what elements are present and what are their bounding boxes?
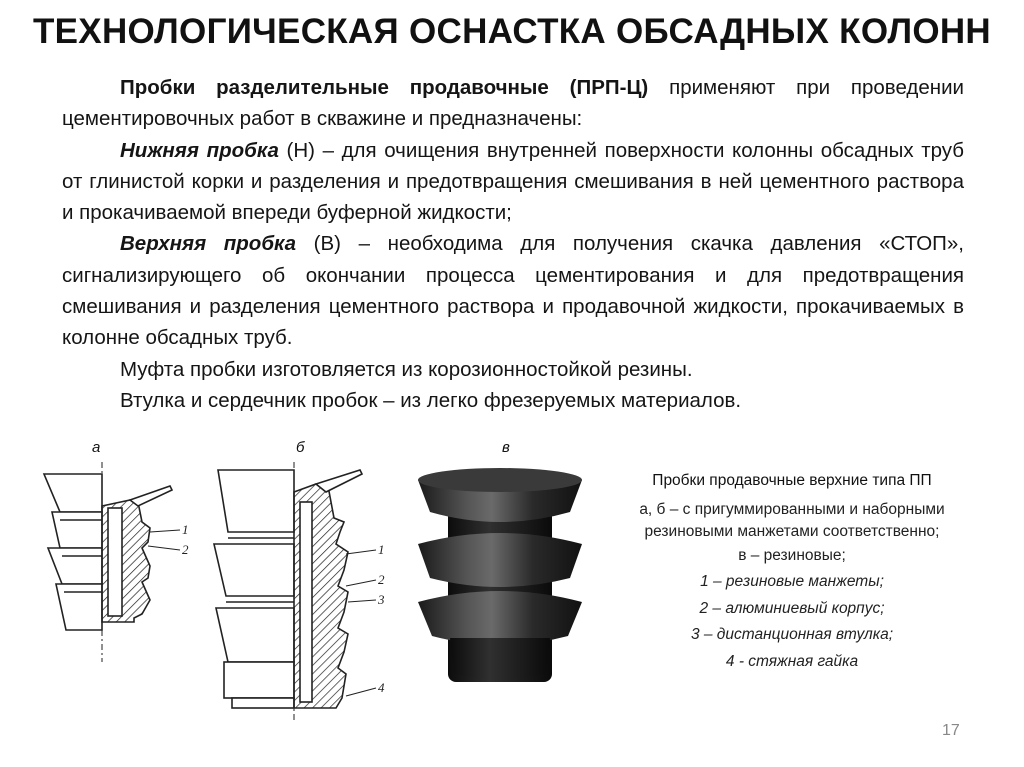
- term-lower-plug: Нижняя пробка: [120, 138, 279, 162]
- caption-item-3: 3 – дистанционная втулка;: [690, 626, 894, 643]
- callout-a-2: 2: [182, 542, 189, 557]
- term-prp-c: Пробки разделительные продавочные (ПРП-Ц): [120, 76, 649, 99]
- callout-b-2: 2: [378, 572, 385, 587]
- caption-item-4: 4 - стяжная гайка: [725, 652, 859, 670]
- plug-photo-v: [414, 462, 586, 692]
- paragraph-intro: [62, 72, 964, 135]
- figure-caption: [596, 468, 988, 675]
- paragraph-upper-plug: [62, 228, 964, 353]
- caption-title: Пробки продавочные верхние типа ПП: [652, 472, 932, 489]
- page-number: 17: [942, 722, 960, 739]
- callout-a-1: 1: [182, 522, 189, 537]
- paragraph-upper-plug-text: (В) – необходима для получения скачка давления «СТОП», сигнализирующего об окончании процесса цементирования и для предотвращения смешивания и разделения цементного раствора и продавочной жидкости, прокачиваемых в колонне обсадных труб.: [62, 232, 965, 350]
- slide-title: ТЕХНОЛОГИЧЕСКАЯ ОСНАСТКА ОБСАДНЫХ КОЛОНН: [32, 12, 992, 51]
- paragraph-lower-plug: [62, 135, 964, 229]
- paragraph-intro-text: применяют при проведении цементировочных работ в скважине и предназначены:: [62, 76, 964, 131]
- caption-line-v: в – резиновые;: [738, 546, 846, 564]
- caption-item-2: 2 – алюминиевый корпус;: [699, 599, 885, 617]
- figure-label-a: а: [92, 439, 101, 456]
- plug-drawing-b: [210, 462, 400, 722]
- paragraph-lower-plug-text: (Н) – для очищения внутренней поверхности колонны обсадных труб от глинистой корки и разделения и предотвращения смешивания в ней цементного раствора и прокачиваемой впереди буферной жидкости;: [62, 138, 964, 225]
- paragraph-bushing: Втулка и сердечник пробок – из легко фрезеруемых материалов.: [120, 388, 742, 412]
- term-upper-plug: Верхняя пробка: [120, 232, 297, 256]
- figure-label-v: в: [502, 439, 510, 456]
- figure-label-b: б: [296, 439, 305, 456]
- callout-b-1: 1: [378, 542, 385, 557]
- callout-b-4: 4: [378, 680, 385, 695]
- caption-item-1: 1 – резиновые манжеты;: [700, 573, 884, 590]
- plug-drawing-a: [38, 462, 218, 662]
- callout-b-3: 3: [378, 592, 385, 607]
- caption-line-ab: а, б – с пригуммированными и наборными резиновыми манжетами соответственно;: [639, 500, 945, 540]
- body-text: [62, 72, 964, 416]
- paragraph-coupling: Муфта пробки изготовляется из корозионностойкой резины.: [120, 357, 693, 381]
